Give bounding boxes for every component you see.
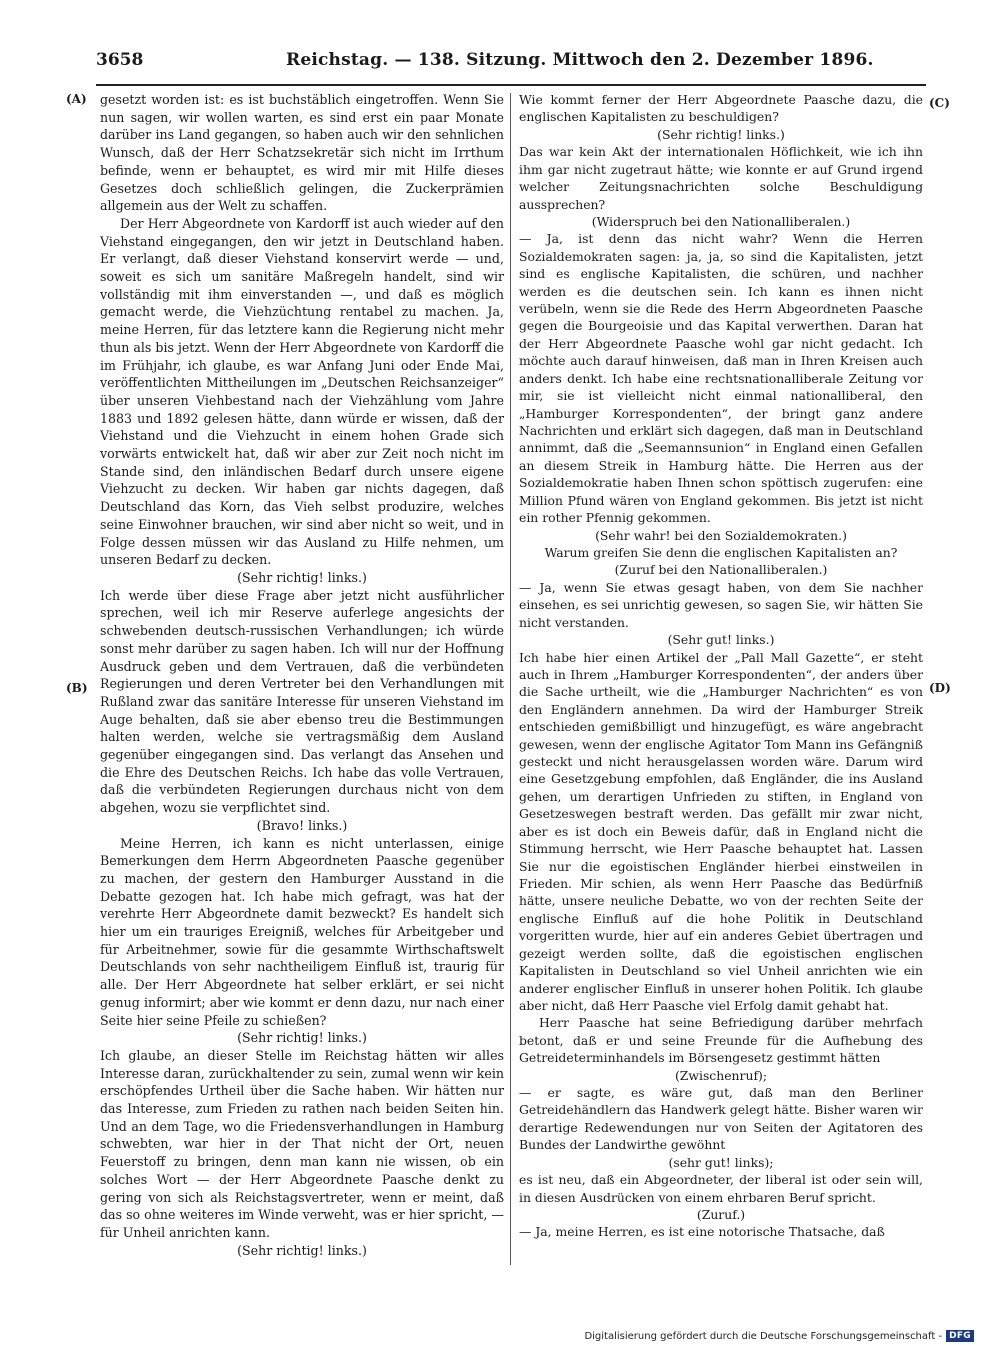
running-title: Reichstag. — 138. Sitzung. Mittwoch den 2. Dezember 1896.	[286, 50, 874, 70]
page-header	[96, 50, 926, 80]
paragraph: Das war kein Akt der internationalen Höflichkeit, wie ich ihn ihm gar nicht zugetraut hätte; wie konnte er auf Grund irgend welcher Zeitungsnachrichten solche Beschuldigung aussprechen?	[519, 144, 923, 212]
interjection: (Sehr richtig! links.)	[237, 1242, 367, 1258]
column-rule	[510, 93, 511, 1265]
paragraph: — er sagte, es wäre gut, daß man den Berliner Getreidehändlern das Handwerk gelegt hätte. Bisher waren wir derartige Redewendungen nur von Seiten der Agitatoren des Bundes der Landwirthe gewöhnt	[519, 1085, 923, 1153]
interjection: (sehr gut! links);	[668, 1154, 774, 1170]
interjection: Warum greifen Sie denn die englischen Kapitalisten an?	[544, 544, 898, 560]
interjection: (Widerspruch bei den Nationalliberalen.)	[591, 213, 851, 229]
header-rule	[96, 84, 926, 86]
interjection: (Sehr richtig! links.)	[237, 569, 367, 585]
footer	[584, 1330, 974, 1342]
interjection: (Zuruf.)	[696, 1207, 746, 1222]
paragraph: — Ja, wenn Sie etwas gesagt haben, von dem Sie nachher einsehen, es sei unrichtig gewesen, so sagen Sie, wir hätten Sie nicht verstanden.	[519, 579, 923, 630]
interjection: (Sehr richtig! links.)	[237, 1030, 367, 1046]
paragraph: es ist neu, daß ein Abgeordneter, der liberal ist oder sein will, in diesen Ausdrücken von einem ehrbaren Beruf spricht.	[519, 1172, 923, 1205]
paragraph: gesetzt worden ist: es ist buchstäblich eingetroffen. Wenn Sie nun sagen, wir wollen warten, es sind erst ein paar Monate darüber ins Land gegangen, so haben auch wir den sehnlichen Wunsch, daß der Herr Schatzsekretär sich nicht im Irrthum befinde, wenn er behauptet, es wird mir mit Hilfe dieses Gesetzes doch schließlich gelingen, die Zuckerprämien allgemein aus der Welt zu schaffen.	[100, 92, 504, 214]
paragraph: — Ja, meine Herren, es ist eine notorische Thatsache, daß	[519, 1224, 885, 1240]
footer-credit: Digitalisierung gefördert durch die Deutsche Forschungsgemeinschaft -	[584, 1330, 943, 1342]
right-column	[519, 91, 923, 1241]
paragraph: Ich werde über diese Frage aber jetzt nicht ausführlicher sprechen, weil ich mir Reserve auferlege angesichts der schwebenden deutsch-russischen Verhandlungen; ich würde sonst mehr darüber zu sagen haben. Ich will nur der Hoffnung Ausdruck geben und dem Vertrauen, daß die verbündeten Regierungen und deren Vertreter bei den Verhandlungen mit Rußland zwar das sanitäre Interesse für unseren Viehstand im Auge behalten, daß sie aber ebenso treu die Bestimmungen halten werden, welche sie vertragsmäßig dem Ausland gegenüber eingegangen sind. Das verlangt das Ansehen und die Ehre des Deutschen Reichs. Ich habe das volle Vertrauen, daß die verbündeten Regierungen durchaus nicht von dem abgehen, wozu sie verpflichtet sind.	[100, 587, 504, 816]
paragraph: Ich habe hier einen Artikel der „Pall Mall Gazette“, er steht auch in Ihrem „Hamburger Korrespondenten“, der anders über die Sache urtheilt, wie die „Hamburger Nachrichten“ es von den Engländern annehmen. Da wird der Hamburger Streik entschieden gemißbilligt und hinzugefügt, es wäre angebracht gewesen, wenn der englische Agitator Tom Mann ins Gefängniß gesteckt und nicht herausgelassen worden wäre. Darum wird eine Gesetzgebung empfohlen, daß Engländer, die ins Ausland gehen, um derartigen Unfrieden zu stiften, in England von Gesetzeswegen bestraft werden. Das gefällt mir zwar nicht, aber es ist doch ein Beweis dafür, daß in England nicht die Stimmung herrscht, wie Herr Paasche behauptet hat. Lassen Sie nur die egoistischen Engländer hierbei einstweilen in Frieden. Mir schien, als wenn Herr Paasche das Bedürfniß hätte, unsere neuliche Debatte, wo von der rechten Seite der englische Einfluß auf die hohe Politik in Deutschland vorgeritten wurde, hier auf ein anderes Gebiet übertragen und gezeigt werden sollte, daß die egoistischen englischen Kapitalisten in Deutschland so viel Unheil anrichten wie ein anderer englischer Einfluß in unserer hohen Politik. Ich glaube aber nicht, daß Herr Paasche viel Erfolg damit gehabt hat.	[519, 649, 923, 1013]
marker-c: (C)	[929, 96, 950, 110]
page-number: 3658	[96, 50, 144, 70]
interjection: (Sehr wahr! bei den Sozialdemokraten.)	[595, 527, 847, 543]
marker-a: (A)	[66, 92, 87, 106]
paragraph: Wie kommt ferner der Herr Abgeordnete Paasche dazu, die englischen Kapitalisten zu beschuldigen?	[519, 92, 923, 125]
interjection: (Sehr richtig! links.)	[657, 126, 785, 142]
interjection: (Sehr gut! links.)	[667, 632, 775, 648]
paragraph: — Ja, ist denn das nicht wahr? Wenn die Herren Sozialdemokraten sagen: ja, ja, so sind die Kapitalisten, jetzt sind es englische Kapitalisten, die schüren, und nachher werden es die deutschen sein. Ich kann es ihnen nicht verübeln, wenn sie die Rede des Herrn Abgeordneten Paasche gegen die Bourgeoisie und das Kapital verwerthen. Daran hat der Herr Abgeordnete Paasche wohl gar nicht gedacht. Ich möchte auch darauf hinweisen, daß man in Ihren Kreisen auch anders denkt. Ich habe eine rechtsnationalliberale Zeitung vor mir, sie ist vielleicht nicht einmal nationalliberal, den „Hamburger Korrespondenten“, der bringt ganz andere Nachrichten und erklärt sich dagegen, daß man in Deutschland annimmt, daß die „Seemannsunion“ in England einen Gefallen an diesem Streik in Hamburg hätte. Die Herren aus der Sozialdemokratie haben Ihnen schon spöttisch zugerufen: eine Million Pfund wären von England gekommen. Bis jetzt ist nicht ein rother Pfennig gekommen.	[519, 231, 923, 526]
paragraph: Ich glaube, an dieser Stelle im Reichstag hätten wir alles Interesse daran, zurückhaltender zu sein, zumal wenn wir kein erschöpfendes Urtheil über die Sache haben. Wir hätten nur das Interesse, zum Frieden zu rathen nach beiden Seiten hin. Und an dem Tage, wo die Friedensverhandlungen in Hamburg schwebten, war hier in der That nicht der Ort, neuen Feuerstoff zu bringen, denn man kann nie wissen, ob ein solches Wort — der Herr Abgeordnete Paasche denkt zu gering von sich als Reichstagsvertreter, wenn er meint, daß das so ohne weiteres im Winde verweht, was er hier spricht, — für Unheil anrichten kann.	[100, 1047, 504, 1240]
paragraph: Meine Herren, ich kann es nicht unterlassen, einige Bemerkungen dem Herrn Abgeordneten Paasche gegenüber zu machen, der gestern den Hamburger Ausstand in die Debatte gezogen hat. Ich habe mich gefragt, was hat der verehrte Herr Abgeordnete damit bezweckt? Es handelt sich hier um ein trauriges Ereigniß, welches für Arbeitgeber und für Arbeitnehmer, sowie für die gesammte Wirthschaftswelt Deutschlands von sehr nachtheiligem Einfluß ist, traurig für alle. Der Herr Abgeordnete hat selber erklärt, er sei nicht genug informirt; aber wie kommt er denn dazu, nur nach einer Seite hier seine Pfeile zu schießen?	[100, 835, 504, 1028]
interjection: (Zuruf bei den Nationalliberalen.)	[614, 562, 828, 578]
marker-b: (B)	[66, 681, 88, 695]
paragraph: Der Herr Abgeordnete von Kardorff ist auch wieder auf den Viehstand eingegangen, den wir jetzt in Deutschland haben. Er verlangt, daß dieser Viehstand konservirt werde — und, soweit es sich um sanitäre Maßregeln handelt, sind wir vollständig mit ihm einverstanden —, und daß es möglich gemacht werde, die Viehzüchtung rentabel zu machen. Ja, meine Herren, für das letztere kann die Regierung nicht mehr thun als bis jetzt. Wenn der Herr Abgeordnete von Kardorff die im Frühjahr, ich glaube, es war Anfang Juni oder Ende Mai, veröffentlichten Mittheilungen im „Deutschen Reichsanzeiger“ über unseren Viehbestand nach der Viehzählung vom Jahre 1883 und 1892 gelesen hätte, dann würde er wissen, daß der Viehstand und die Viehzucht in einem hohen Grade sich vorwärts entwickelt hat, daß wir aber zur Zeit noch nicht im Stande sind, den inländischen Bedarf durch unsere eigene Viehzucht zu decken. Wir haben gar nichts dagegen, daß Deutschland das Korn, das Vieh selbst produzire, welches seine Einwohner brauchen, wir sind aber nicht so weit, und in Folge dessen müssen wir das Ausland zu Hilfe nehmen, um unseren Bedarf zu decken.	[100, 215, 505, 568]
paragraph: Herr Paasche hat seine Befriedigung darüber mehrfach betont, daß er und seine Freunde für die Aufhebung des Getreideterminhandels im Börsengesetz gestimmt hätten	[519, 1015, 923, 1066]
dfg-logo: DFG	[946, 1330, 974, 1342]
marker-d: (D)	[929, 681, 951, 695]
interjection: (Zwischenruf);	[674, 1067, 768, 1083]
left-column	[100, 91, 504, 1259]
interjection: (Bravo! links.)	[256, 817, 348, 833]
